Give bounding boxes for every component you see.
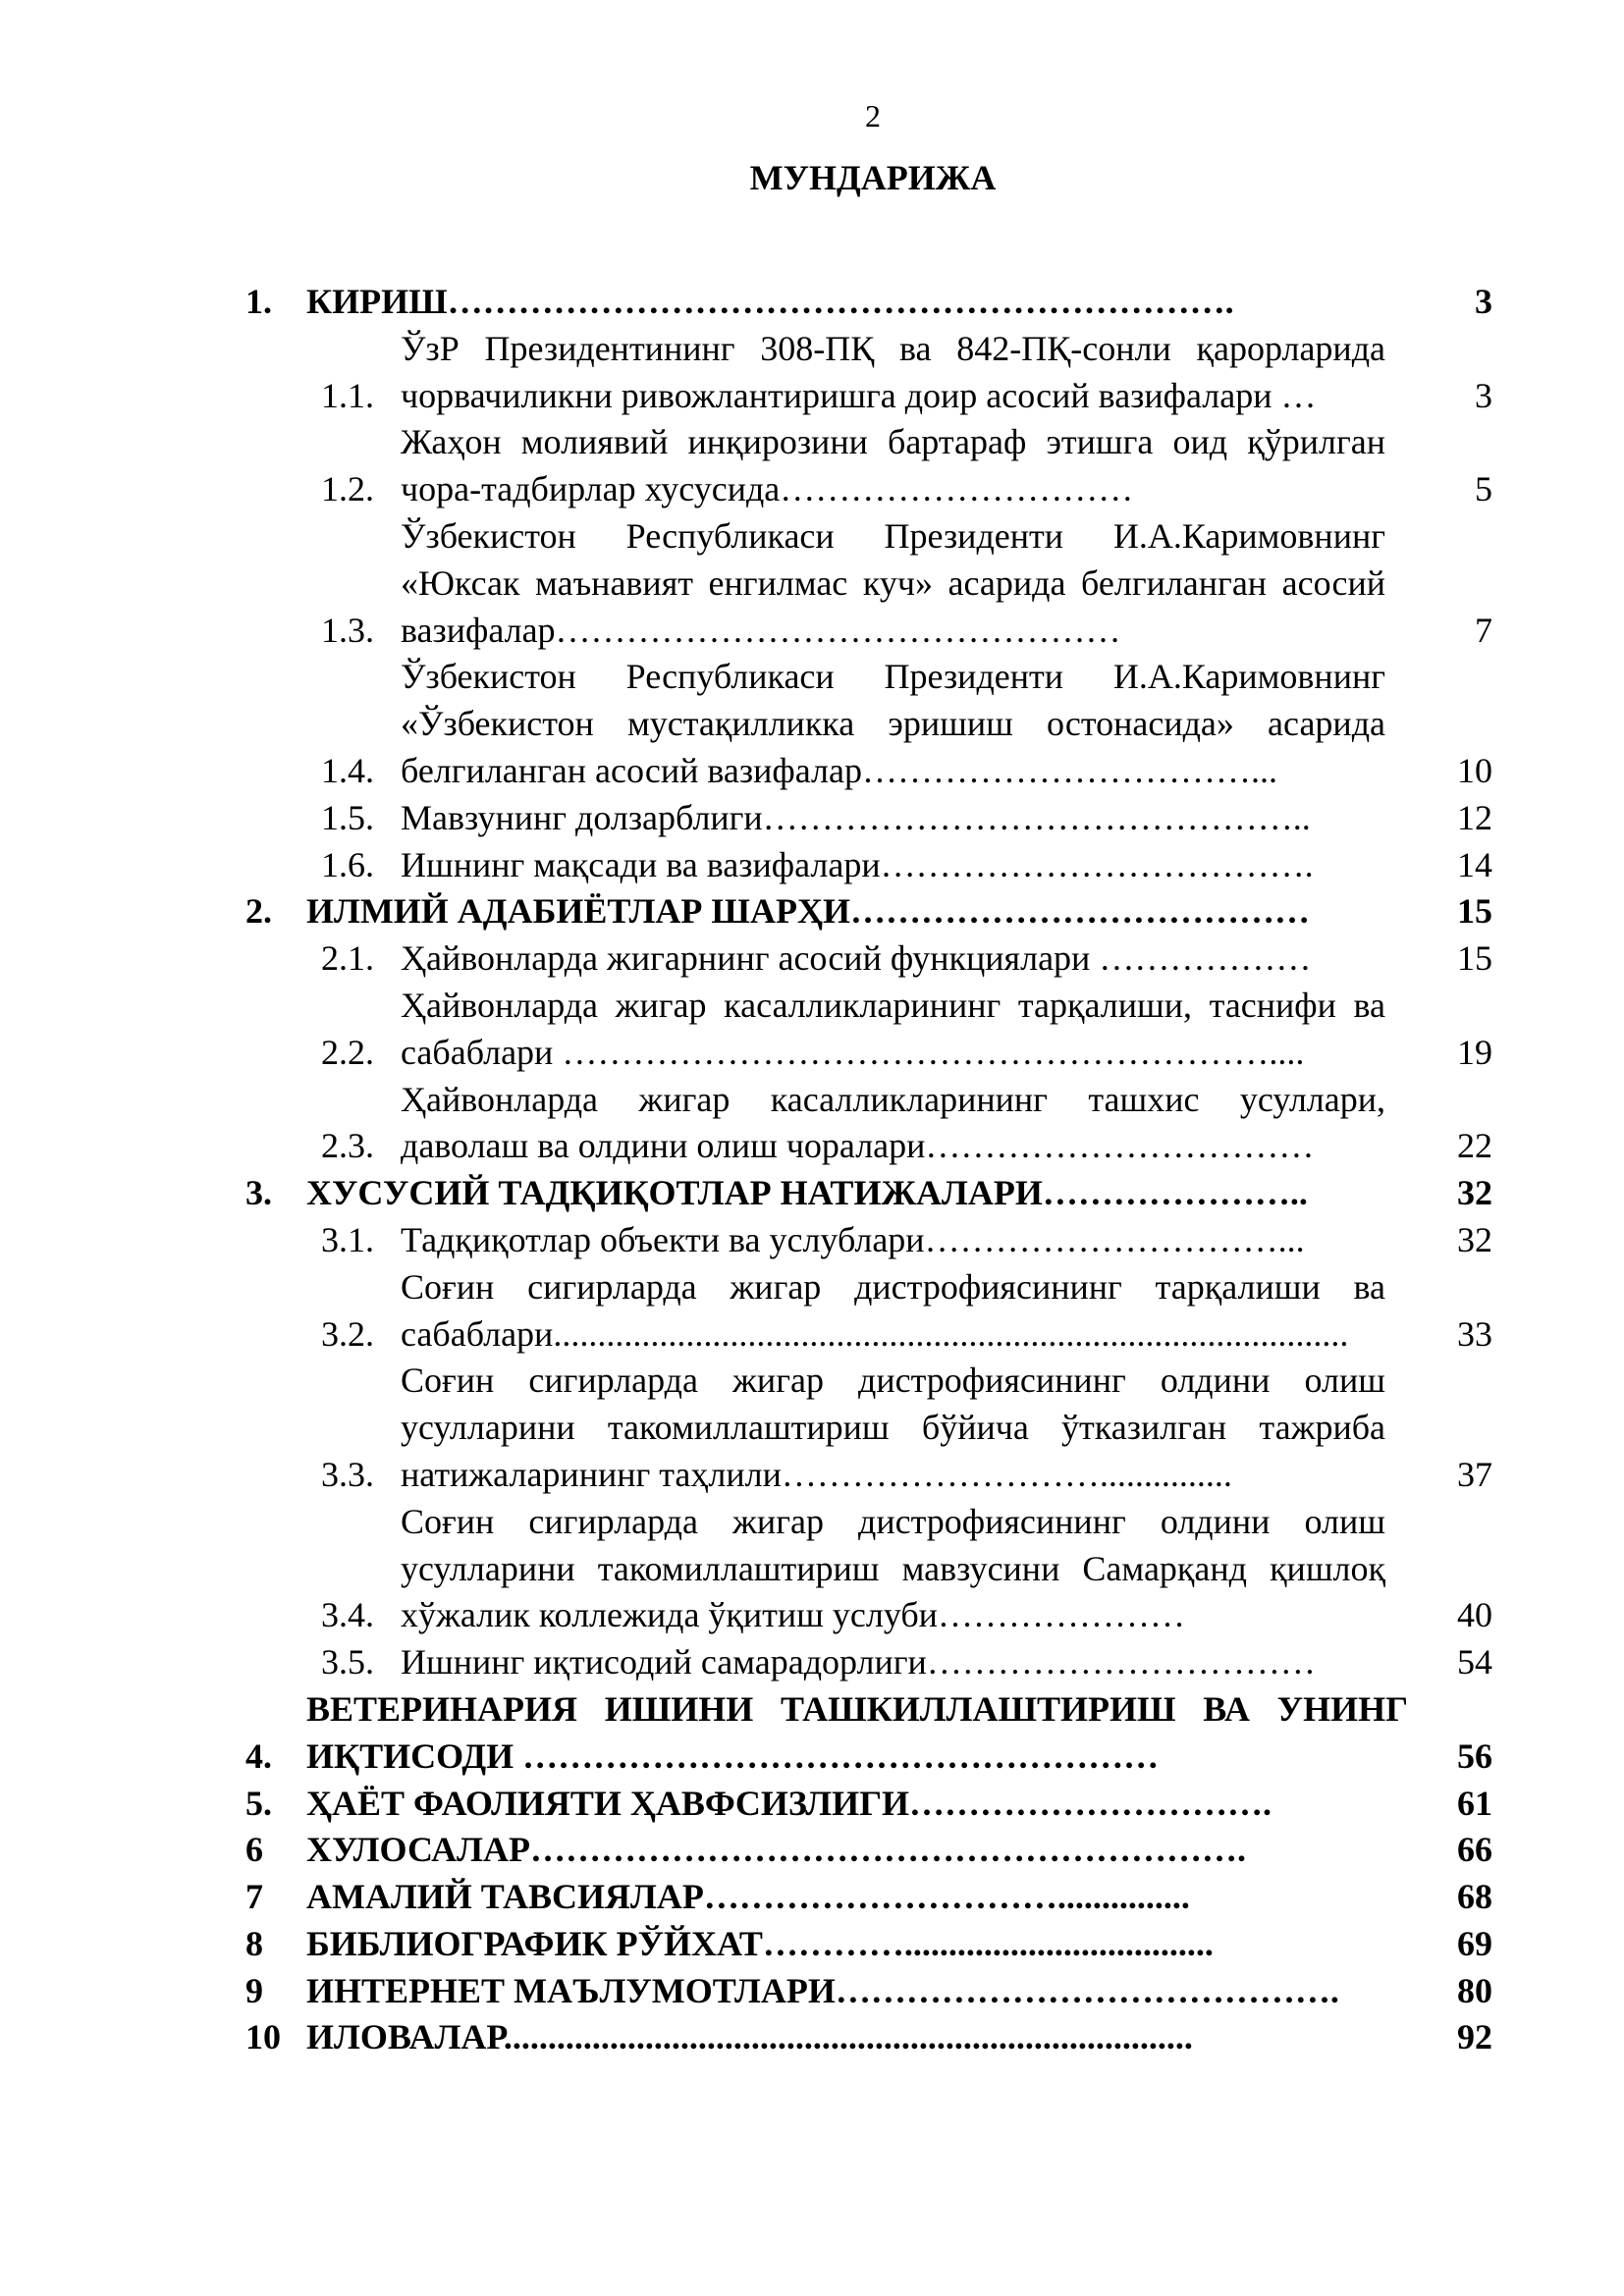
toc-entry-title: ҲАЁТ ФАОЛИЯТИ ҲАВФСИЗЛИГИ…………………………. bbox=[306, 1783, 1272, 1823]
toc-entry-number: 1.4. bbox=[321, 750, 374, 790]
toc-entry-number: 3.5. bbox=[321, 1642, 374, 1682]
toc-entry-page: 5 bbox=[1475, 469, 1492, 509]
toc-section bbox=[245, 513, 1492, 654]
toc-entry-number: 3.1. bbox=[321, 1219, 374, 1259]
toc-entry-number: 5. bbox=[245, 1783, 272, 1823]
toc-entry-number: 7 bbox=[245, 1877, 263, 1917]
toc-entry-number: 1.6. bbox=[321, 844, 374, 884]
toc-entry-number: 1. bbox=[245, 282, 272, 321]
toc-entry-title: Ўзбекистон Республикаси Президенти И.А.Каримовнинг «Ўзбекистон мустақилликка эришиш остонасида» асарида белгиланган асосий вазифалар……………………………... bbox=[401, 657, 1385, 790]
toc-entry-number: 10 bbox=[245, 2017, 281, 2057]
toc-section bbox=[245, 1639, 1492, 1686]
toc-entry-title: Соғин сигирларда жигар дистрофиясининг тарқалиши ва сабаблари.......................................................................................... bbox=[401, 1266, 1385, 1354]
toc-entry-page: 61 bbox=[1457, 1783, 1492, 1823]
toc-entry-title: Соғин сигирларда жигар дистрофиясининг олдини олиш усулларини такомиллаштириш бўйича ўтказилган тажриба натижаларининг таҳлили………………………............... bbox=[401, 1361, 1385, 1494]
toc-entry-number: 2.3. bbox=[321, 1126, 374, 1166]
toc-entry-title: ИНТЕРНЕТ МАЪЛУМОТЛАРИ……………………………………. bbox=[306, 1970, 1339, 2010]
toc-entry-title: ЎзР Президентининг 308-ПҚ ва 842-ПҚ-сонли қарорларида чорвачиликни ривожлантиришга доир асосий вазифалари … bbox=[401, 328, 1385, 415]
toc-entry-number: 6 bbox=[245, 1830, 263, 1870]
toc-entry-title: ХУСУСИЙ ТАДҚИҚОТЛАР НАТИЖАЛАРИ………………….. bbox=[306, 1173, 1308, 1213]
toc-entry-page: 66 bbox=[1457, 1830, 1492, 1870]
toc-chapter bbox=[245, 1781, 1492, 1828]
toc-entry-number: 2. bbox=[245, 891, 272, 932]
toc-entry-title: Жаҳон молиявий инқирозини бартараф этишга оид қўрилган чора-тадбирлар хусусида………………………… bbox=[401, 422, 1385, 509]
toc-entry-page: 92 bbox=[1457, 2017, 1492, 2057]
toc-chapter bbox=[245, 1874, 1492, 1921]
toc-entry-title: ХУЛОСАЛАР……………………………………………………. bbox=[306, 1830, 1246, 1870]
toc-entry-page: 68 bbox=[1457, 1877, 1492, 1917]
toc-entry-page: 15 bbox=[1457, 891, 1492, 932]
toc-section bbox=[245, 654, 1492, 794]
toc-entry-page: 19 bbox=[1457, 1032, 1492, 1072]
toc-entry-number: 2.1. bbox=[321, 938, 374, 979]
toc-entry-page: 69 bbox=[1457, 1923, 1492, 1963]
toc-entry-page: 3 bbox=[1475, 282, 1492, 321]
page-number: 2 bbox=[865, 98, 881, 133]
toc-entry-page: 3 bbox=[1475, 375, 1492, 415]
toc-entry-page: 10 bbox=[1457, 750, 1492, 790]
toc-chapter bbox=[245, 1968, 1492, 2015]
toc-chapter bbox=[245, 888, 1492, 935]
toc-chapter bbox=[245, 1921, 1492, 1968]
toc-entry-page: 14 bbox=[1457, 844, 1492, 884]
toc-entry-number: 1.5. bbox=[321, 797, 374, 837]
page-title: МУНДАРИЖА bbox=[749, 158, 997, 197]
toc-entry-title: БИБЛИОГРАФИК РЎЙХАТ…………................................... bbox=[306, 1923, 1214, 1963]
toc-entry-title: Ишнинг мақсади ва вазифалари………………………………. bbox=[401, 844, 1314, 884]
toc-entry-number: 9 bbox=[245, 1970, 263, 2010]
toc-section bbox=[245, 1217, 1492, 1264]
toc-section bbox=[245, 326, 1492, 420]
toc-entry-page: 22 bbox=[1457, 1126, 1492, 1166]
toc-entry-number: 2.2. bbox=[321, 1032, 374, 1072]
toc-entry-page: 40 bbox=[1457, 1595, 1492, 1635]
toc-entry-number: 8 bbox=[245, 1923, 263, 1963]
toc-entry-page: 32 bbox=[1457, 1219, 1492, 1259]
toc-chapter bbox=[245, 1170, 1492, 1217]
toc-entry-page: 56 bbox=[1457, 1735, 1492, 1776]
toc-section bbox=[245, 983, 1492, 1077]
toc-entry-page: 12 bbox=[1457, 797, 1492, 837]
toc-section bbox=[245, 842, 1492, 889]
toc-entry-page: 54 bbox=[1457, 1642, 1492, 1682]
toc-entry-page: 80 bbox=[1457, 1970, 1492, 2010]
toc-entry-title: Ҳайвонларда жигар касалликларининг тарқалиши, таснифи ва сабаблари …………………………………………………….... bbox=[401, 985, 1385, 1072]
toc-entry-title: Ҳайвонларда жигар касалликларининг ташхис усуллари, даволаш ва олдини олиш чоралари…………………………… bbox=[401, 1079, 1385, 1166]
toc-entry-title: Соғин сигирларда жигар дистрофиясининг олдини олиш усулларини такомиллаштириш мавзусини Самарқанд қишлоқ хўжалик коллежида ўқитиш услуби………………… bbox=[401, 1501, 1385, 1635]
toc-section bbox=[245, 935, 1492, 983]
toc-entry-title: ВЕТЕРИНАРИЯ ИШИНИ ТАШКИЛЛАШТИРИШ ВА УНИНГ ИҚТИСОДИ ……………………………………………… bbox=[306, 1688, 1408, 1776]
toc-entry-page: 7 bbox=[1475, 610, 1492, 650]
toc-entry-page: 33 bbox=[1457, 1313, 1492, 1354]
toc-section bbox=[245, 1499, 1492, 1639]
toc-entry-number: 1.2. bbox=[321, 469, 374, 509]
toc-entry-page: 32 bbox=[1457, 1173, 1492, 1213]
toc-entry-number: 3.4. bbox=[321, 1595, 374, 1635]
toc-entry-title: АМАЛИЙ ТАВСИЯЛАР…………………………............... bbox=[306, 1877, 1190, 1917]
toc-section bbox=[245, 1358, 1492, 1498]
toc-entry-number: 4. bbox=[245, 1735, 272, 1776]
toc-entry-title: Тадқиқотлар объекти ва услублари…………………………... bbox=[401, 1219, 1305, 1259]
toc-entry-title: ИЛОВАЛАР.............................................................................. bbox=[306, 2017, 1193, 2057]
toc-section bbox=[245, 419, 1492, 513]
toc-entry-number: 1.1. bbox=[321, 375, 374, 415]
toc-entry-number: 3. bbox=[245, 1173, 272, 1213]
toc-chapter bbox=[245, 1686, 1492, 1781]
toc-entry-title: Мавзунинг долзарблиги……………………………………….. bbox=[401, 797, 1311, 837]
toc-chapter bbox=[245, 1827, 1492, 1874]
toc-entry-page: 37 bbox=[1457, 1454, 1492, 1494]
toc-entry-title: Ҳайвонларда жигарнинг асосий функциялари ……………… bbox=[401, 938, 1312, 979]
toc-chapter bbox=[245, 279, 1492, 326]
toc-chapter bbox=[245, 2014, 1492, 2061]
toc-entry-number: 3.2. bbox=[321, 1313, 374, 1354]
toc-entry-title: Ишнинг иқтисодий самарадорлиги…………………………… bbox=[401, 1642, 1316, 1682]
toc-entry-page: 15 bbox=[1457, 938, 1492, 979]
toc-entry-title: КИРИШ…………………………………………………………. bbox=[306, 282, 1234, 321]
toc-section bbox=[245, 1264, 1492, 1359]
toc-section bbox=[245, 795, 1492, 842]
toc-section bbox=[245, 1077, 1492, 1171]
toc-entry-title: Ўзбекистон Республикаси Президенти И.А.Каримовнинг «Юксак маънавият енгилмас куч» асарида белгиланган асосий вазифалар………………………………………… bbox=[401, 515, 1385, 650]
toc-entry-number: 1.3. bbox=[321, 610, 374, 650]
toc-entry-title: ИЛМИЙ АДАБИЁТЛАР ШАРҲИ………………………………… bbox=[306, 891, 1310, 932]
table-of-contents bbox=[245, 279, 1492, 2061]
toc-entry-number: 3.3. bbox=[321, 1454, 374, 1494]
